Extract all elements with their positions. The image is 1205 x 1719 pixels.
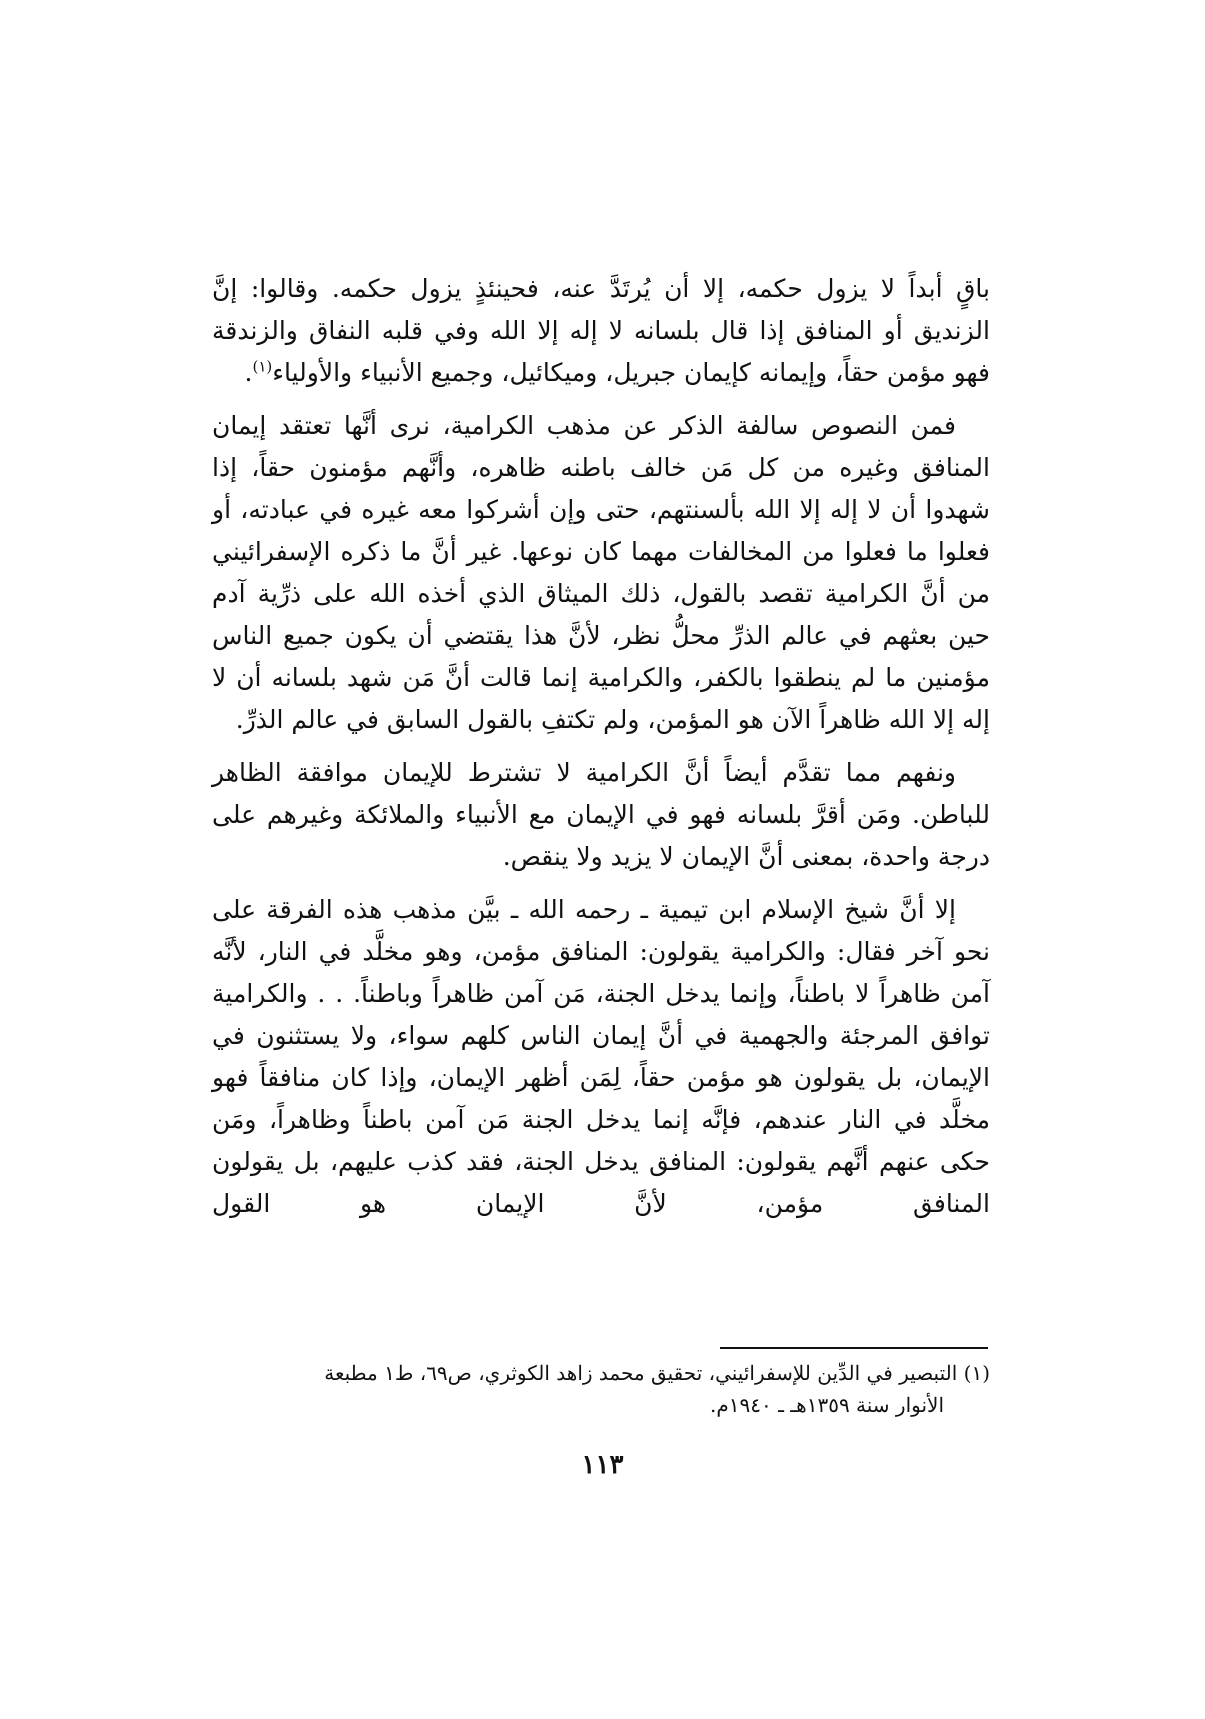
main-text — [212, 268, 990, 1236]
footnote-marker: (١) — [963, 1361, 990, 1385]
paragraph-2 — [212, 405, 990, 741]
paragraph-2-text: فمن النصوص سالفة الذكر عن مذهب الكرامية، نرى أنَّها تعتقد إيمان المنافق وغيره من كل مَن خالف باطنه ظاهره، وأنَّهم مؤمنون حقاً، إذا شهدوا أن لا إله إلا الله بألسنتهم، حتى وإن أشركوا معه غيره في عبادته، أو فعلوا ما فعلوا من المخالفات مهما كان نوعها. غير أنَّ ما ذكره الإسفرائيني من أنَّ الكرامية تقصد بالقول، ذلك الميثاق الذي أخذه الله على ذرِّية آدم حين بعثهم في عالم الذرِّ محلُّ نظر، لأنَّ هذا يقتضي أن يكون جميع الناس مؤمنين ما لم ينطقوا بالكفر، والكرامية إنما قالت أنَّ مَن شهد بلسانه أن لا إله إلا الله ظاهراً الآن هو المؤمن، ولم تكتفِ بالقول السابق في عالم الذرِّ. — [212, 411, 990, 734]
page-number: ١١٣ — [581, 1450, 624, 1480]
paragraph-1 — [212, 268, 990, 394]
footnote-1 — [222, 1357, 990, 1421]
footnote-line-1: التبصير في الدِّين للإسفرائيني، تحقيق محمد زاهد الكوثري، ص٦٩، ط١ مطبعة — [324, 1361, 958, 1385]
paragraph-3-text: ونفهم مما تقدَّم أيضاً أنَّ الكرامية لا تشترط للإيمان موافقة الظاهر للباطن. ومَن أقرَّ بلسانه فهو في الإيمان مع الأنبياء والملائكة وغيرهم على درجة واحدة، بمعنى أنَّ الإيمان لا يزيد ولا ينقص. — [212, 758, 990, 871]
paragraph-1-text: باقٍ أبداً لا يزول حكمه، إلا أن يُرتَدَّ عنه، فحينئذٍ يزول حكمه. وقالوا: إنَّ الزنديق أو المنافق إذا قال بلسانه لا إله إلا الله وفي قلبه النفاق والزندقة فهو مؤمن حقاً، وإيمانه كإيمان جبريل، وميكائيل، وجميع الأنبياء والأولياء — [212, 274, 990, 387]
footnote-reference: (١) — [252, 357, 273, 376]
footnotes — [222, 1357, 990, 1421]
paragraph-1-tail: . — [244, 358, 253, 387]
footnote-line-2: الأنوار سنة ١٣٥٩هـ ـ ١٩٤٠م. — [710, 1393, 944, 1417]
paragraph-4-text: إلا أنَّ شيخ الإسلام ابن تيمية ـ رحمه الله ـ بيَّن مذهب هذه الفرقة على نحو آخر فقال: والكرامية يقولون: المنافق مؤمن، وهو مخلَّد في النار، لأنَّه آمن ظاهراً لا باطناً، وإنما يدخل الجنة، مَن آمن ظاهراً وباطناً. . . والكرامية توافق المرجئة والجهمية في أنَّ إيمان الناس كلهم سواء، ولا يستثنون في الإيمان، بل يقولون هو مؤمن حقاً، لِمَن أظهر الإيمان، وإذا كان منافقاً فهو مخلَّد في النار عندهم، فإنَّه إنما يدخل الجنة مَن آمن باطناً وظاهراً، ومَن حكى عنهم أنَّهم يقولون: المنافق يدخل الجنة، فقد كذب عليهم، بل يقولون المنافق مؤمن، لأنَّ الإيمان هو القول — [212, 895, 990, 1218]
footnote-divider — [720, 1347, 988, 1349]
paragraph-4 — [212, 889, 990, 1225]
paragraph-3 — [212, 752, 990, 878]
